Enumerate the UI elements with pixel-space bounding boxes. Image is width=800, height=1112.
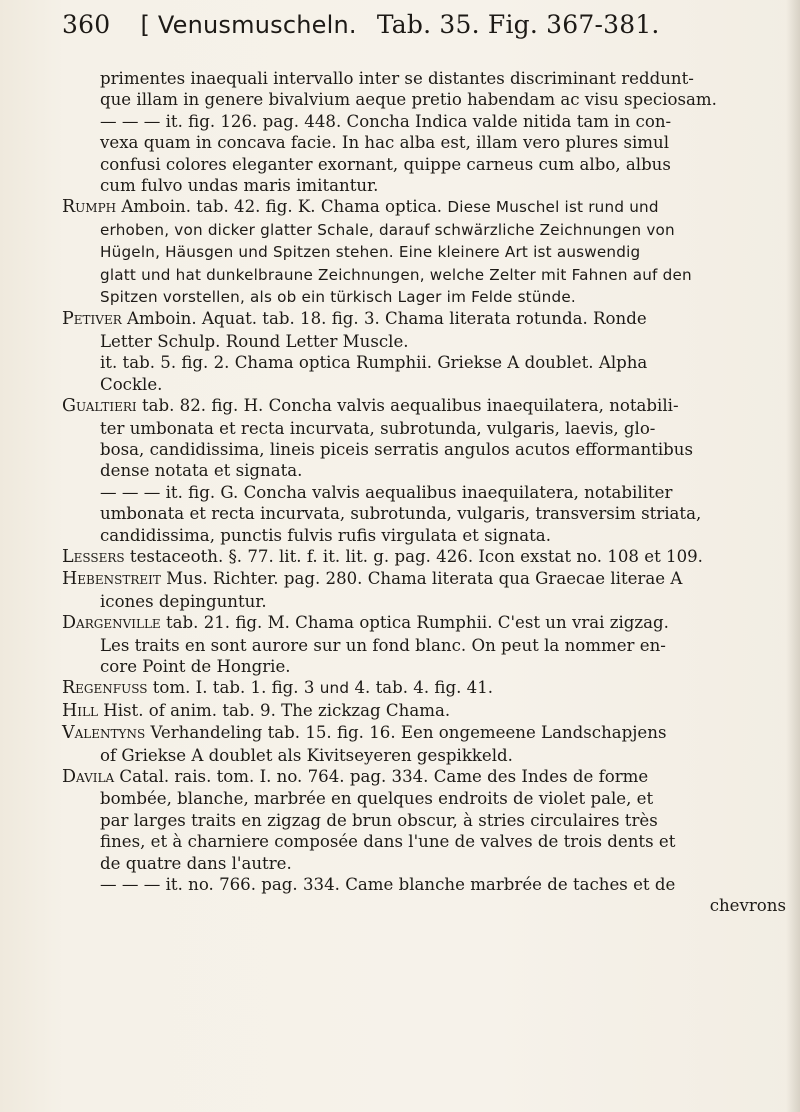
german-text: und — [319, 679, 350, 698]
text-line — [62, 196, 786, 218]
text-segment: Les traits en sont aurore sur un fond blanc. On peut la nommer en- — [100, 635, 666, 655]
text-line — [62, 219, 786, 241]
text-line — [62, 460, 786, 481]
author-name: Valentyns — [62, 723, 146, 744]
text-segment: tab. 82. fig. H. Concha valvis aequalibus inaequilatera, notabili- — [136, 396, 679, 416]
text-segment: primentes inaequali intervallo inter se distantes discriminant reddunt- — [100, 69, 694, 88]
author-name: Regenfuss — [62, 678, 148, 699]
text-line — [62, 810, 786, 831]
german-text: Hügeln, Häusgen und Spitzen stehen. Eine kleinere Art ist auswendig — [100, 243, 641, 262]
text-segment: — — — it. no. 766. pag. 334. Came blanche marbrée de taches et de — [100, 875, 676, 895]
text-line — [62, 352, 786, 373]
text-segment: Amboin. Aquat. tab. 18. fig. 3. Chama literata rotunda. Ronde — [121, 309, 647, 329]
text-line — [62, 874, 786, 895]
text-line — [62, 68, 786, 89]
text-segment: chevrons — [709, 896, 786, 916]
author-name: Dargenville — [62, 613, 161, 634]
text-line — [62, 788, 786, 809]
text-segment: Letter Schulp. Round Letter Muscle. — [100, 331, 409, 351]
text-line — [62, 395, 786, 417]
text-segment: Mus. Richter. pag. 280. Chama literata qua Graecae literae A — [160, 569, 683, 589]
text-line — [62, 745, 786, 766]
text-segment: bosa, candidissima, lineis piceis serratis angulos acutos efformantibus — [100, 439, 693, 459]
german-text: Diese Muschel ist rund und — [447, 198, 659, 217]
text-line — [62, 439, 786, 460]
text-segment: Amboin. tab. 42. fig. K. Chama optica. — [116, 197, 448, 217]
author-name: Hill — [62, 700, 98, 721]
text-line — [62, 89, 786, 110]
text-line — [62, 612, 786, 634]
text-line — [62, 766, 786, 788]
author-name: Lessers — [62, 546, 125, 567]
author-name: Hebenstreit — [62, 569, 161, 590]
text-line — [62, 111, 786, 132]
text-segment: — — — it. fig. G. Concha valvis aequalibus inaequilatera, notabiliter — [100, 482, 673, 502]
text-line — [62, 722, 786, 744]
text-line — [62, 591, 786, 612]
text-line — [62, 503, 786, 524]
text-line — [62, 264, 786, 286]
text-line — [62, 568, 786, 590]
german-text: glatt und hat dunkelbraune Zeichnungen, welche Zelter mit Fahnen auf den — [100, 265, 692, 284]
author-name: Rumph — [62, 197, 117, 218]
text-segment: vexa quam in concava facie. In hac alba est, illam vero plures simul — [100, 133, 670, 153]
text-line — [62, 154, 786, 175]
text-line — [62, 132, 786, 153]
author-name: Gualtieri — [62, 396, 137, 417]
text-segment: Hist. of anim. tab. 9. The zickzag Chama. — [97, 700, 451, 720]
text-segment: candidissima, punctis fulvis rufis virgulata et signata. — [100, 525, 551, 545]
text-line — [62, 895, 786, 916]
text-segment: it. tab. 5. fig. 2. Chama optica Rumphii. Griekse A doublet. Alpha — [100, 353, 648, 373]
text-line — [62, 546, 786, 568]
text-line — [62, 635, 786, 656]
text-segment: cum fulvo undas maris imitantur. — [100, 176, 379, 196]
text-line — [62, 853, 786, 874]
text-line — [62, 525, 786, 546]
page-header — [62, 10, 782, 50]
text-line — [62, 286, 786, 308]
plate-reference: Tab. 35. Fig. 367-381. — [376, 10, 660, 39]
page-edge-shadow — [786, 0, 800, 1112]
text-segment: testaceoth. §. 77. lit. f. it. lit. g. pag. 426. Icon exstat no. 108 et 109. — [124, 546, 703, 566]
text-line — [62, 374, 786, 395]
text-line — [62, 175, 786, 196]
author-name: Petiver — [62, 309, 122, 330]
text-line — [62, 418, 786, 439]
german-text: erhoben, von dicker glatter Schale, darauf schwärzliche Zeichnungen von — [100, 220, 675, 239]
author-name: Davila — [62, 767, 115, 787]
text-segment: icones depinguntur. — [100, 591, 267, 611]
text-segment: core Point de Hongrie. — [100, 656, 291, 676]
german-text: Spitzen vorstellen, als ob ein türkisch Lager im Felde stünde. — [100, 288, 576, 307]
text-segment: tab. 21. fig. M. Chama optica Rumphii. C'est un vrai zigzag. — [160, 613, 669, 633]
text-segment: bombée, blanche, marbrée en quelques endroits de violet pale, et — [100, 789, 654, 809]
text-segment: of Griekse A doublet als Kivitseyeren gespikkeld. — [100, 745, 513, 765]
text-segment: 4. tab. 4. fig. 41. — [349, 678, 494, 698]
text-line — [62, 656, 786, 677]
text-segment: Catal. rais. tom. I. no. 764. pag. 334. Came des Indes de forme — [114, 767, 649, 786]
text-segment: Verhandeling tab. 15. fig. 16. Een ongemeene Landschapjens — [145, 723, 667, 743]
page-number: 360 — [62, 10, 111, 39]
text-line — [62, 831, 786, 852]
text-segment: tom. I. tab. 1. fig. 3 — [147, 678, 320, 698]
text-line — [62, 331, 786, 352]
text-segment: dense notata et signata. — [100, 461, 303, 481]
text-line — [62, 308, 786, 330]
text-body — [62, 68, 786, 917]
text-segment: de quatre dans l'autre. — [100, 853, 292, 873]
text-segment: que illam in genere bivalvium aeque pretio habendam ac visu speciosam. — [100, 90, 717, 110]
text-segment: fines, et à charniere composée dans l'une de valves de trois dents et — [100, 832, 676, 852]
text-segment: — — — it. fig. 126. pag. 448. Concha Indica valde nitida tam in con- — [100, 111, 672, 131]
text-segment: Cockle. — [100, 374, 163, 394]
running-title: [ Venusmuscheln. — [140, 11, 357, 39]
text-segment: umbonata et recta incurvata, subrotunda, vulgaris, transversim striata, — [100, 504, 702, 524]
text-line — [62, 241, 786, 263]
text-line — [62, 700, 786, 722]
text-line — [62, 482, 786, 503]
text-segment: ter umbonata et recta incurvata, subrotunda, vulgaris, laevis, glo- — [100, 418, 656, 438]
text-line — [62, 677, 786, 699]
text-segment: confusi colores eleganter exornant, quippe carneus cum albo, albus — [100, 154, 671, 174]
text-segment: par larges traits en zigzag de brun obscur, à stries circulaires très — [100, 810, 658, 830]
